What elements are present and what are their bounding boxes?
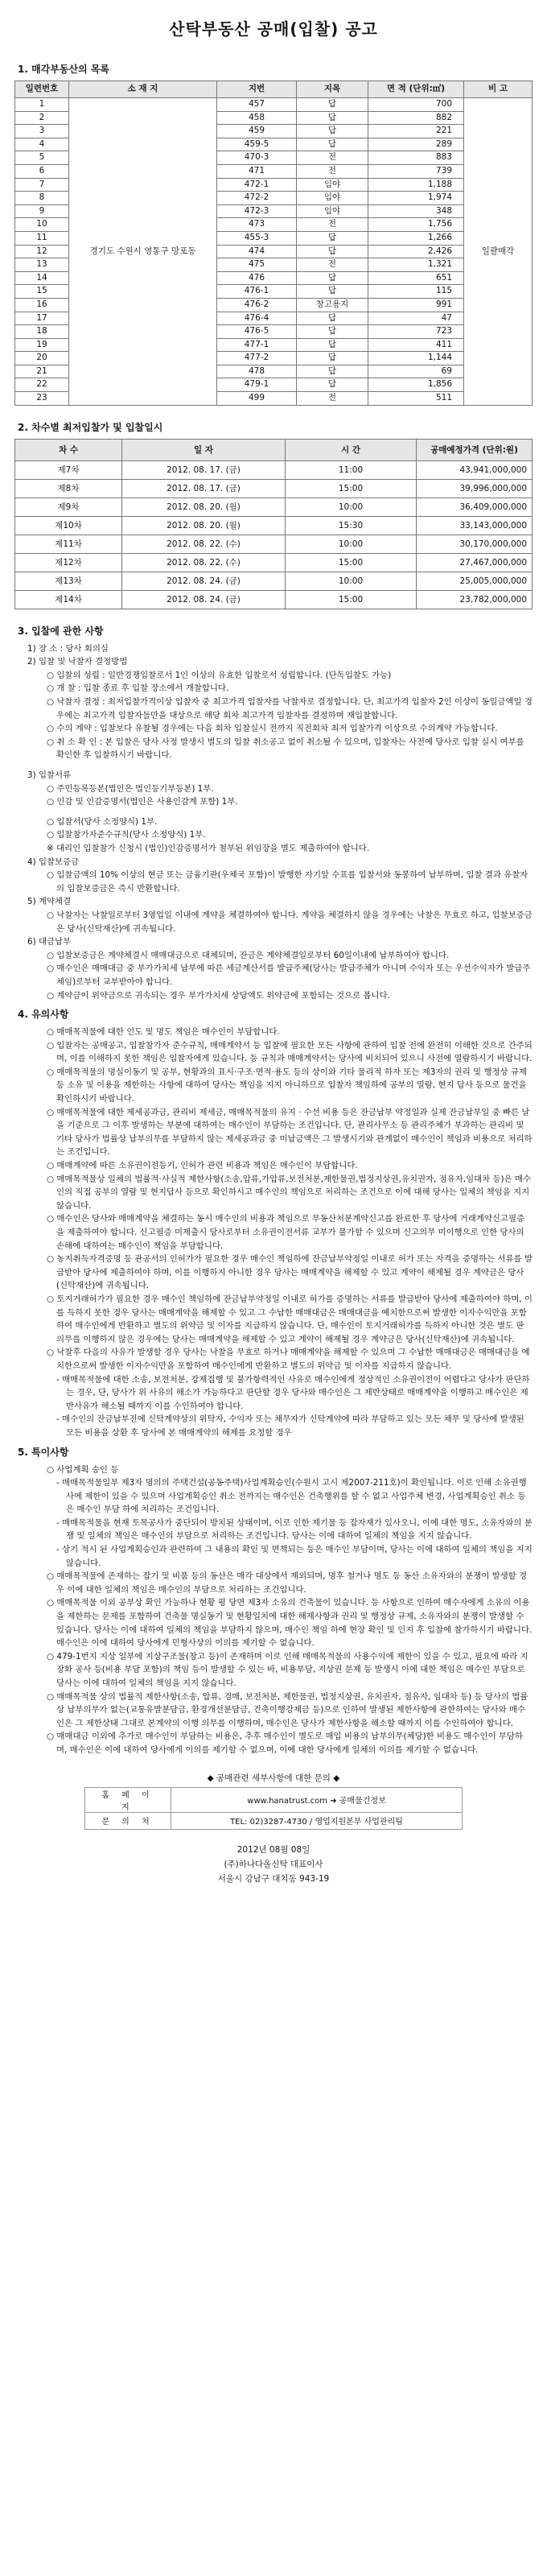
- land-category-cell: 전: [297, 218, 368, 232]
- lot-number-cell: 476-2: [217, 298, 297, 312]
- round-cell: 제7차: [15, 460, 122, 479]
- price-cell: 36,409,000,000: [417, 497, 533, 516]
- serial-cell: 5: [15, 151, 69, 165]
- section1-heading: 1. 매각부동산의 목록: [18, 64, 110, 75]
- lot-number-cell: 458: [217, 111, 297, 125]
- date-cell: 2012. 08. 24. (금): [122, 572, 286, 590]
- date-cell: 2012. 08. 17. (금): [122, 479, 286, 497]
- area-cell: 2,426: [368, 245, 464, 258]
- area-cell: 47: [368, 312, 464, 325]
- col-round: 차 수: [15, 439, 122, 460]
- area-cell: 511: [368, 392, 464, 406]
- lot-number-cell: 459-5: [217, 138, 297, 151]
- text-line: ○ 매수인은 당사와 매매계약을 체결하는 동시 매수인의 비용과 책임으로 부동산처분계약신고를 완료한 후 당사에 거래계약신고필증을 제출하여야 합니다. 신고필증 미제출시 당사로부터 소유권이전서류 교부가 불가할 수 있으며 신고의무 미이행으로 인한 당사의 손해에 대하여는 매수인이 책임을 부담합니다.: [47, 1214, 525, 1251]
- bid-schedule-header: [15, 439, 533, 460]
- schedule-row: [15, 497, 533, 516]
- text-line: ○ 입찰자는 공매공고, 입찰참가자 준수규칙, 매매계약서 등 입찰에 필요한 모든 사항에 관하여 입찰 전에 완전히 이해한 것으로 간주되며, 이를 이해하지 못한 책임은 입찰자에게 있습니다. 등 규칙과 매매계약서는 당사에 비치되어 있으니 사전에 열람하시기 바랍니다.: [47, 1040, 533, 1064]
- serial-cell: 13: [15, 258, 69, 272]
- date-cell: 2012. 08. 17. (금): [122, 460, 286, 479]
- text-line: ○ 매매목적물의 명실이동기 및 공부, 현황과의 표시·구조·면적·용도 등의 상이와 기타 물리적 하자 또는 제3자의 권리 및 행정상 규제 등 소유 및 이용을 제한하는 사항에 대하여 당사는 책임을 지지 아니하므로 입찰자 책임하에 공부의 열람, 현지 답사 등으로 물건을 확인하시기 바랍니다.: [47, 1067, 527, 1104]
- lot-number-cell: 472-1: [217, 178, 297, 192]
- land-category-cell: 답: [297, 312, 368, 325]
- schedule-row: [15, 460, 533, 479]
- area-cell: 1,188: [368, 178, 464, 192]
- serial-cell: 8: [15, 192, 69, 205]
- time-cell: 11:00: [286, 460, 417, 479]
- area-cell: 289: [368, 138, 464, 151]
- area-cell: 1,144: [368, 352, 464, 365]
- text-line: ○ 입찰보증금은 계약체결시 매매대금으로 대체되며, 잔금은 계약체결일로부터 60일이내에 납부하여야 합니다.: [47, 950, 450, 960]
- text-line: 4) 입찰보증금: [27, 857, 80, 867]
- text-line: ○ 매매대금 이외에 추가로 매수인이 부담하는 비용은, 추후 매수인이 별도로 매입 비용의 납부의무(체당)한 비용도 매수인이 부담하며, 매수인은 이에 대하여 당사에게 이의를 제기할 수 없으며, 이에 대한 당사에게 일체의 이의를 제기할 수 없습니다.: [47, 1732, 523, 1755]
- area-cell: 1,266: [368, 231, 464, 245]
- section2-heading: 2. 차수별 최저입찰가 및 입찰일시: [18, 421, 163, 433]
- price-cell: 27,467,000,000: [417, 553, 533, 572]
- area-cell: 1,974: [368, 192, 464, 205]
- text-line: ○ 낙찰자는 낙찰일로부터 3영업일 이내에 계약을 체결하여야 합니다. 계약을 체결하지 않을 경우에는 낙찰은 무효로 하고, 입찰보증금은 당사(신탁재산)에 귀속됩니다.: [47, 910, 533, 934]
- round-cell: 제11차: [15, 535, 122, 553]
- price-cell: 23,782,000,000: [417, 590, 533, 609]
- text-line: ○ 매매목적물 상의 법률적 제한사항(소송, 압류, 경매, 보전처분, 제한물권, 법정지상권, 유치권자, 점유자, 임대차 등) 등 당사의 법률상 납부의무가 없는(교통유발분담금, 환경개선분담금, 건축이행강제금 등)으로 인하여 발생된 제한사항에 관한하여는 당사와 매수인은 그 제한상태 그대로 본계약의 이행 의무를 이행하며, 매수인은 당사가 제한사항을 해소할 때까지 이를 수인하여야 합니다.: [47, 1691, 528, 1728]
- price-cell: 33,143,000,000: [417, 516, 533, 535]
- land-category-cell: 답: [297, 111, 368, 125]
- time-cell: 10:00: [286, 497, 417, 516]
- col-price: 공매예정가격 (단위:원): [417, 439, 533, 460]
- area-cell: 700: [368, 98, 464, 112]
- spacer: [19, 809, 533, 815]
- round-cell: 제8차: [15, 479, 122, 497]
- serial-cell: 15: [15, 285, 69, 299]
- section3-body: [19, 642, 533, 1002]
- land-category-cell: 창고용지: [297, 298, 368, 312]
- schedule-row: [15, 553, 533, 572]
- text-line: ○ 낙찰후 다음의 사유가 발생할 경우 당사는 낙찰을 무효로 하거나 매매계약을 해제할 수 있으며 그 수납한 매매대금은 매매대금을 예치한으로써 발생한 이자수익만을 포함하여 매수인에게 반환하고 별도의 위약금 및 이자를 지급하지 않습니다.: [47, 1348, 530, 1371]
- lot-number-cell: 471: [217, 164, 297, 178]
- text-line: ○ 매매목적물에 존재하는 잡기 및 비품 등의 동산은 매각 대상에서 제외되며, 명후 철거나 명도 등 동산 소유자와의 분쟁이 발생할 경우 이에 대한 일체의 책임은 매수인의 부담으로 처리하는 조건입니다.: [47, 1571, 528, 1595]
- serial-cell: 11: [15, 231, 69, 245]
- area-cell: 883: [368, 151, 464, 165]
- text-line: ○ 인감 및 인감증명서(법인은 사용인감계 포함) 1부.: [47, 797, 238, 807]
- property-list-header: [15, 81, 533, 98]
- serial-cell: 12: [15, 245, 69, 258]
- page-title: 산탁부동산 공매(입찰) 공고: [169, 19, 378, 39]
- lot-number-cell: 477-2: [217, 352, 297, 365]
- serial-cell: 2: [15, 111, 69, 125]
- bid-schedule-table: [14, 439, 533, 609]
- text-line: - 매매목적물에 대한 소송, 보전처분, 강제집행 및 불가항력적인 사유로 매수인에게 정상적인 소유권이전이 어렵다고 당사가 판단하는 경우, 단, 당사가 위 사유의 해소가 가능하다고 판단할 경우 당사와 매수인은 그 제반상태로 매매계약을 이행하고 매수인은 제반사유가 해소될 때까지 이를 수인하여야 합니다.: [56, 1374, 530, 1411]
- lot-number-cell: 457: [217, 98, 297, 112]
- schedule-row: [15, 516, 533, 535]
- date-cell: 2012. 08. 22. (수): [122, 553, 286, 572]
- area-cell: 1,321: [368, 258, 464, 272]
- section5-body: [19, 1463, 533, 1757]
- inquiry-row-homepage: [85, 1787, 463, 1812]
- section4-heading: 4. 유의사항: [18, 1009, 69, 1021]
- lot-number-cell: 479-1: [217, 378, 297, 392]
- spacer: [19, 762, 533, 769]
- col-land-category: 지목: [297, 81, 368, 98]
- text-line: ○ 매매목적물상 일체의 법률적·사실적 제한사항(소송,압류,가압류,보전처분,제한물권,법정지상권,유치권자, 점유자,임대차 등)은 매수인의 직접 공부의 열람 및 현지답사 등으로 확인하시고 매수인의 책임으로 처리하는 조건으로 이에 대해 당사는 일체의 책임을 지지 않습니다.: [47, 1174, 531, 1211]
- time-cell: 10:00: [286, 572, 417, 590]
- serial-cell: 18: [15, 325, 69, 339]
- text-line: ○ 낙찰자 결정 : 최저입찰가격이상 입찰자 중 최고가격 입찰자를 낙찰자로 결정합니다. 단, 최고가격 입찰자 2인 이상이 동일금액일 경우에는 최고가격 입찰자들만을 대상으로 해당 회차 최고가격 입찰자를 결정하며 재입찰합니다.: [47, 697, 533, 720]
- inquiry-table: [84, 1787, 463, 1830]
- land-category-cell: 답: [297, 138, 368, 151]
- time-cell: 15:30: [286, 516, 417, 535]
- area-cell: 1,856: [368, 378, 464, 392]
- text-line: ○ 입찰금액의 10% 이상의 현금 또는 금융기관(우체국 포함)이 발행한 자기앞 수표를 입찰서와 동봉하여 납부하며, 입찰 결과 유찰자의 입찰보증금은 즉시 반환합니다.: [47, 870, 528, 894]
- text-line: ○ 취 소 확 인 : 본 입찰은 당사 사정 발생시 별도의 입찰 취소공고 없이 취소될 수 있으며, 입찰자는 사전에 당사로 입찰 실시 여부를 확인한 후 입찰하시기 바랍니다.: [47, 737, 524, 761]
- text-line: ○ 479-1번지 지상 일부에 지상구조물(창고 등)이 존재하며 이로 인해 매매목적물의 사용수익에 제한이 있을 수 있고, 필요에 따라 지장화 공사 등(비용 부담 포함)의 책임 등이 발생할 수 있는 바, 비용부담, 지상권 문제 등 발생시 이에 대한 책임은 매수인 부담으로 당사는 이에 대하여 일체의 책임을 지지 않습니다.: [47, 1651, 528, 1688]
- area-cell: 115: [368, 285, 464, 299]
- land-category-cell: 전: [297, 392, 368, 406]
- lot-number-cell: 476: [217, 271, 297, 285]
- lot-number-cell: 476-1: [217, 285, 297, 299]
- serial-cell: 19: [15, 338, 69, 352]
- serial-cell: 22: [15, 378, 69, 392]
- lot-number-cell: 470-3: [217, 151, 297, 165]
- location-cell: 경기도 수원시 영통구 망포동: [69, 98, 217, 406]
- round-cell: 제10차: [15, 516, 122, 535]
- text-line: ○ 매매목적물 이외 공부상 확인 가능하나 현황 평 당면 제3자 소유의 건축물이 있습니다. 등 사항으로 인하여 매수자에게 소유의 이용을 제한하는 문제를 포함하여 건축물 명실동기 및 현황일치에 대한 해제사항과 권리 및 행정상 규제, 소유자와의 분쟁이 발생할 수 있습니다. 당사는 이에 대하여 일체의 책임을 부담하지 않으며, 매수인 책임 하에 현장 확인 및 인지 후 입찰에 참가하시기 바랍니다. 매수인은 이에 대하여 당사에게 민형사상의 이의를 제기할 수 없습니다.: [47, 1598, 533, 1649]
- serial-cell: 3: [15, 125, 69, 138]
- round-cell: 제13차: [15, 572, 122, 590]
- lot-number-cell: 455-3: [217, 231, 297, 245]
- area-cell: 651: [368, 271, 464, 285]
- col-location: 소 재 지: [69, 81, 217, 98]
- contact-value: TEL: 02)3287-4730 / 영업지원본부 사업관리팀: [171, 1812, 463, 1829]
- text-line: ○ 매수인은 매매대금 중 부가가치세 납부에 따른 세금계산서를 발급주체(당사는 발급주체가 아니며 수익자 또는 우선수익자가 발급주체임)로부터 교부받아야 합니다.: [47, 964, 531, 987]
- round-cell: 제12차: [15, 553, 122, 572]
- note-cell: 일괄매각: [464, 98, 533, 406]
- serial-cell: 20: [15, 352, 69, 365]
- area-cell: 723: [368, 325, 464, 339]
- round-cell: 제9차: [15, 497, 122, 516]
- price-cell: 30,170,000,000: [417, 535, 533, 553]
- lot-number-cell: 475: [217, 258, 297, 272]
- lot-number-cell: 472-3: [217, 204, 297, 218]
- land-category-cell: 답: [297, 352, 368, 365]
- serial-cell: 9: [15, 204, 69, 218]
- land-category-cell: 답: [297, 338, 368, 352]
- text-line: ○ 개 찰 : 입찰 종료 후 입찰 장소에서 개찰합니다.: [47, 683, 229, 694]
- time-cell: 10:00: [286, 535, 417, 553]
- time-cell: 15:00: [286, 553, 417, 572]
- serial-cell: 14: [15, 271, 69, 285]
- col-serial: 일련번호: [15, 81, 69, 98]
- price-cell: 43,941,000,000: [417, 460, 533, 479]
- col-date: 일 자: [122, 439, 286, 460]
- inquiry-row-contact: [85, 1812, 463, 1829]
- text-line: ○ 토지거래허가가 필요한 경우 매수인 책임하에 잔금납부약정일 이내로 허가를 증명하는 서류를 발급받아 당사에 제출하여야 하며, 이를 득하지 못한 경우 당사는 매매계약을 해제할 수 있고 그 수납한 매매대금은 매매대금을 예치한으로써 발생한 이자수익만을 포함하여 매수인에게 반환하고 별도의 위약금 및 이자를 지급하지 않습니다. 단, 매수인이 토지거래허가를 득하지 아니한 것은 별도 판 의무를 이행하지 않은 경우에는 당사는 매매계약을 해제할 수 있고 계약이 해제될 경우 계약금은 당사(신탁재산)에 귀속됩니다.: [47, 1294, 533, 1344]
- schedule-row: [15, 572, 533, 590]
- property-list-table: [14, 80, 533, 406]
- round-cell: 제14차: [15, 590, 122, 609]
- notice-date: 2012년 08월 08일: [236, 1844, 311, 1855]
- area-cell: 221: [368, 125, 464, 138]
- text-line: 5) 계약체결: [27, 897, 72, 907]
- lot-number-cell: 478: [217, 365, 297, 378]
- text-line: 2) 입찰 및 낙찰자 결정방법: [27, 657, 128, 667]
- lot-number-cell: 459: [217, 125, 297, 138]
- property-row: [15, 98, 533, 112]
- serial-cell: 7: [15, 178, 69, 192]
- section5-heading: 5. 특이사항: [18, 1446, 69, 1458]
- text-line: ○ 매매계약에 따른 소유권이전등기, 인허가 관련 비용과 책임은 매수인이 부담합니다.: [47, 1161, 358, 1171]
- text-line: ○ 농지취득자격증명 등 관공서의 인허가가 필요한 경우 매수인 책임하에 잔금납부약정일 이내로 허가 또는 자격을 증명하는 서류를 발급받아 당사에 제출하여야 하며, 이를 이행하지 아니한 경우 당사는 매매계약을 해제할 수 있고 계약이 해제될 경우 계약금은 당사(신탁재산)에 귀속됩니다.: [47, 1254, 533, 1291]
- lot-number-cell: 477-1: [217, 338, 297, 352]
- col-lot-number: 지번: [217, 81, 297, 98]
- land-category-cell: 답: [297, 125, 368, 138]
- text-line: - 매매목적물을 현재 토목공사가 중단되어 방치된 상태이며, 이로 인한 제기물 등 잡자재가 있사오니, 이에 대한 명도, 소유자와의 분쟁 및 일체의 책임은 매수인의 부담으로 처리하는 조건입니다. 당사는 이에 대하여 일체의 책임을 지지 않습니다.: [56, 1517, 533, 1542]
- date-cell: 2012. 08. 20. (월): [122, 497, 286, 516]
- company-name: (주)하나다올신탁 대표이사: [224, 1859, 323, 1869]
- area-cell: 991: [368, 298, 464, 312]
- land-category-cell: 전: [297, 258, 368, 272]
- land-category-cell: 임야: [297, 192, 368, 205]
- text-line: - 매수인의 잔금납부전에 신탁계약상의 위탁자, 수익자 또는 채무자가 신탁계약에 따라 부담하고 있는 모든 채무 및 당사에 발생된 모든 비용을 상환 후 당사에 본 매매계약의 해제를 요청할 경우: [56, 1414, 524, 1438]
- land-category-cell: 답: [297, 98, 368, 112]
- area-cell: 348: [368, 204, 464, 218]
- text-line: ○ 주민등록등본(법인은 법인등기부등본) 1부.: [47, 783, 214, 794]
- serial-cell: 16: [15, 298, 69, 312]
- schedule-row: [15, 590, 533, 609]
- lot-number-cell: 476-5: [217, 325, 297, 339]
- homepage-label: 홈 페 이 지: [85, 1787, 171, 1812]
- col-area: 면 적 (단위:㎡): [368, 81, 464, 98]
- col-note: 비 고: [464, 81, 533, 98]
- signature-block: [14, 1843, 533, 1886]
- area-cell: 411: [368, 338, 464, 352]
- land-category-cell: 답: [297, 325, 368, 339]
- serial-cell: 6: [15, 164, 69, 178]
- inquiry-header: ◆ 공매관련 세부사항에 대한 문의 ◆: [207, 1773, 340, 1783]
- text-line: ※ 대리인 입찰참가 신청시 (법인)인감증명서가 첨부된 위임장을 별도 제출하여야 합니다.: [47, 843, 370, 853]
- col-time: 시 간: [286, 439, 417, 460]
- area-cell: 739: [368, 164, 464, 178]
- text-line: ○ 입찰참가자준수규칙(당사 소정양식) 1부.: [47, 830, 206, 840]
- lot-number-cell: 473: [217, 218, 297, 232]
- land-category-cell: 답: [297, 285, 368, 299]
- serial-cell: 23: [15, 392, 69, 406]
- bid-schedule-body: [15, 460, 533, 609]
- land-category-cell: 전: [297, 164, 368, 178]
- land-category-cell: 전: [297, 151, 368, 165]
- serial-cell: 1: [15, 98, 69, 112]
- text-line: 6) 대금납부: [27, 937, 72, 947]
- schedule-row: [15, 479, 533, 497]
- date-cell: 2012. 08. 22. (수): [122, 535, 286, 553]
- text-line: - 상기 적시 된 사업계획승인과 관련하여 그 내용의 확인 및 면책되는 등은 매수인 부담이며, 당사는 이에 대하여 일체의 책임을 지지 않습니다.: [56, 1545, 533, 1568]
- text-line: - 매매목적물일부 제3자 명의의 주택건설(공동주택)사업계획승인(수원시 고시 제2007-211호)이 확인됩니다. 이로 인해 소유권행사에 제한이 있을 수 있으며 사업계획승인 취소 전까지는 매수인은 건축행위를 할 수 없고 사업주체 변경, 사업계획승인 취소 등은 매수인 부담 하에 처리하는 조건입니다.: [56, 1478, 527, 1515]
- time-cell: 15:00: [286, 479, 417, 497]
- text-line: ○ 계약금이 위약금으로 귀속되는 경우 부가가치세 상당액도 위약금에 포함되는 것으로 봅니다.: [47, 990, 390, 1001]
- serial-cell: 10: [15, 218, 69, 232]
- company-address: 서울시 강남구 대치동 943-19: [217, 1873, 330, 1884]
- section4-body: [19, 1026, 533, 1439]
- text-line: 3) 입찰서류: [27, 770, 72, 780]
- homepage-link[interactable]: www.hanatrust.com ➜ 공매물건정보: [171, 1787, 463, 1812]
- text-line: ○ 매매목적물에 대한 제세공과금, 관리비 제세금, 매매목적물의 유지 · 수선 비용 등은 잔금납부 약정일과 실제 잔금납부일 중 빠른 날을 기준으로 그 이후 발생하는 부분에 대하여는 매수인이 부담하는 조건입니다. 단, 관리사무소 등 관리주체가 부과하는 관리비 및 기타 당사가 법률상 납부의무를 부담하지 않는 제세공과금 중 미납금액은 그 발생시기와 관계없이 매수인이 책임과 비용으로 처리하는 조건입니다.: [47, 1107, 533, 1158]
- lot-number-cell: 474: [217, 245, 297, 258]
- price-cell: 25,005,000,000: [417, 572, 533, 590]
- section3-heading: 3. 입찰에 관한 사항: [18, 625, 104, 637]
- text-line: 1) 장 소 : 당사 회의실: [27, 643, 109, 654]
- inquiry-box: [84, 1772, 463, 1830]
- text-line: ○ 수의 계약 : 입찰보다 유찰될 경우에는 다음 회차 입찰실시 전까지 직전회차 최저 입찰가격 이상으로 수의계약 가능합니다.: [47, 724, 498, 734]
- text-line: ○ 사업계획 승인 등: [47, 1464, 119, 1475]
- land-category-cell: 답: [297, 378, 368, 392]
- schedule-row: [15, 535, 533, 553]
- lot-number-cell: 499: [217, 392, 297, 406]
- property-list-body: [15, 98, 533, 406]
- area-cell: 1,756: [368, 218, 464, 232]
- land-category-cell: 임야: [297, 178, 368, 192]
- price-cell: 39,996,000,000: [417, 479, 533, 497]
- text-line: ○ 매매목적물에 대한 인도 및 명도 책임은 매수인이 부담합니다.: [47, 1027, 280, 1038]
- land-category-cell: 답: [297, 231, 368, 245]
- area-cell: 882: [368, 111, 464, 125]
- date-cell: 2012. 08. 20. (월): [122, 516, 286, 535]
- serial-cell: 21: [15, 365, 69, 378]
- land-category-cell: 답: [297, 365, 368, 378]
- land-category-cell: 임야: [297, 204, 368, 218]
- contact-label: 문 의 처: [85, 1812, 171, 1829]
- serial-cell: 17: [15, 312, 69, 325]
- serial-cell: 4: [15, 138, 69, 151]
- lot-number-cell: 472-2: [217, 192, 297, 205]
- land-category-cell: 답: [297, 245, 368, 258]
- time-cell: 15:00: [286, 590, 417, 609]
- area-cell: 69: [368, 365, 464, 378]
- land-category-cell: 답: [297, 271, 368, 285]
- text-line: ○ 입찰의 성립 : 일반경쟁입찰로서 1인 이상의 유효한 입찰로서 성립합니다. (단독입찰도 가능): [47, 670, 392, 680]
- date-cell: 2012. 08. 24. (금): [122, 590, 286, 609]
- text-line: ○ 입찰서(당사 소정양식) 1부.: [47, 816, 158, 827]
- lot-number-cell: 476-4: [217, 312, 297, 325]
